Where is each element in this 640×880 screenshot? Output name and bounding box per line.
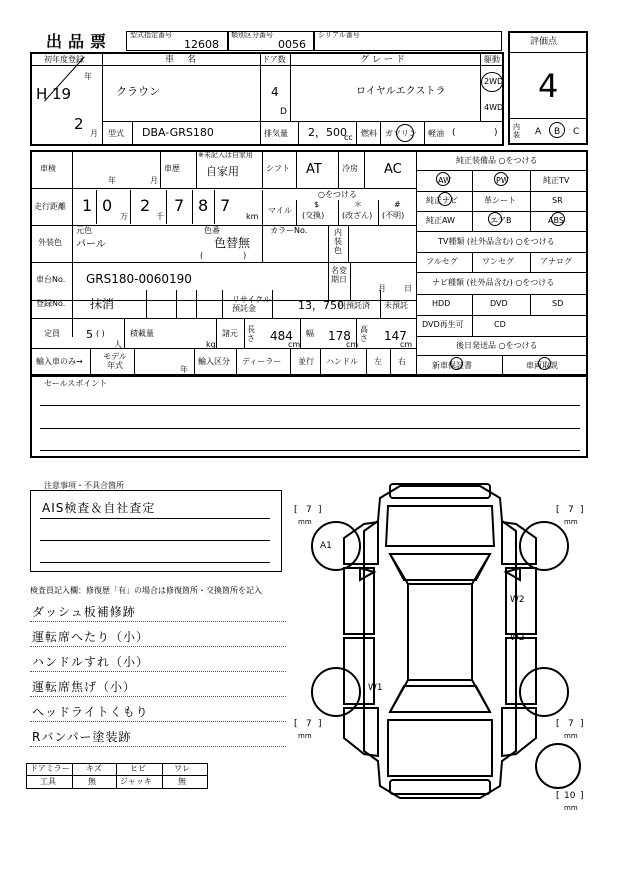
recycle-unit: 円預託済 [338,301,370,310]
size-label: 諸元 [222,329,238,338]
mileage-digit-5: 8 [198,196,209,215]
tools-value: 無 [88,777,96,786]
later-manual: 車両取説 [526,361,558,370]
inspection-label: 車検 [40,164,56,173]
jack-label: ジャッキ [120,777,152,786]
tire-fl-depth: 7 [306,505,312,515]
capacity-unit: 人 [114,340,122,349]
drive-label: 駆動 [484,55,500,64]
tire-rl-bracket-close: ] [318,719,322,729]
navi-cd: CD [494,320,506,329]
recycle-not-deposited: 未預託 [384,301,408,310]
recycle-value: 13，750 [298,299,344,312]
color-no-label: カラーNo. [270,226,308,235]
later-items-title: 後日発送品 ○をつける [456,341,538,350]
note-line-2: 運転席へたり（小） [32,630,150,644]
tools-label: 工具 [40,777,56,786]
vin-label: 車台No. [36,275,66,284]
tv-type-title: TV種類 (社外品含む) ○をつける [438,237,555,246]
fuel-paren-close: ) [494,128,498,138]
sales-point-box [30,376,588,458]
width-label: 幅 [306,329,314,338]
rear-bumper [390,780,490,794]
class-no-label: 類別区分番号 [231,31,273,39]
tools-header-scratch: キズ [86,764,102,773]
ac-label: 冷房 [342,164,358,173]
mileage-digit-6: 7 [220,196,231,215]
damage-mark-w2-lower: W2 [510,633,525,643]
note-line-5: ヘッドライトくもり [32,705,149,719]
equipment-abs: ABS [548,216,564,225]
first-reg-year: 19 [52,85,72,103]
first-reg-month: 2 [74,115,84,133]
mileage-exchange: (交換) [302,211,325,220]
equipment-aw-circle [436,172,450,186]
windshield [390,554,490,580]
handle-right: 右 [398,357,406,366]
recycle-label: リサイクル預託金 [232,295,271,313]
width-value: 178 [328,329,351,343]
equipment-abs-circle [551,212,565,226]
interior-grade-label: 内装 [513,123,520,139]
import-label: 輸入車のみ→ [36,357,83,366]
interior-grade-c: C [573,127,580,137]
class-no-value: 0056 [278,38,306,51]
vin-value: GRS180-0060190 [86,272,192,286]
left-rear-fender [344,708,378,756]
later-warranty: 新車保証書 [432,361,472,370]
mileage-sen-unit: 千 [156,212,164,221]
rear-left-wheel [312,668,360,716]
equipment-pw-circle [494,172,508,186]
mileage-hash: # [394,200,401,209]
height-unit: cm [400,340,413,349]
color-number-label: 色番 [204,226,220,235]
damage-mark-a1: A1 [320,541,332,551]
load-unit: kg [206,340,216,349]
model-year-label: モデル年式 [103,352,127,370]
mileage-label: 走行距離 [34,202,66,211]
right-front-fender [502,522,536,564]
fuel-gasoline-circle [396,124,414,142]
shift-value: AT [306,162,322,177]
rear-window [390,686,490,712]
equipment-airbag-circle [488,212,502,226]
length-label: 長さ [247,325,255,343]
interior-grade-a: A [535,127,542,137]
navi-dvd-playback: DVD再生可 [422,320,464,329]
rating-value: 4 [538,67,559,105]
first-reg-era: H [36,85,48,103]
equipment-airbag: エアB [490,216,512,225]
fuel-label: 燃料 [361,129,377,138]
roof [408,584,472,680]
import-dealer: ディーラー [242,357,282,366]
spare-mm: mm [564,804,578,812]
equipment-aw: AW [438,176,451,185]
equipment-title: 純正装備品 ○をつける [456,156,538,165]
interior-color-label: 内装色 [334,228,342,255]
navi-sd: SD [552,299,564,308]
mileage-dollar: $ [314,200,320,209]
tire-rr-mm: mm [564,732,578,740]
history-value: 自家用 [206,165,239,178]
interior-grade-b-circle [549,122,565,138]
repaint-paren: ( ) [200,251,247,260]
fuel-paren-open: ( [452,128,456,138]
length-value: 484 [270,329,293,343]
spare-depth: 10 [564,791,576,801]
navi-dvd: DVD [490,299,508,308]
note-line-6: Rバンパー塗装跡 [32,730,132,744]
mileage-star: ＊ [354,200,362,209]
inspection-month-unit: 月 [150,176,158,185]
car-damage-diagram [290,476,590,816]
tv-oneseg: ワンセグ [482,257,514,266]
tv-fullseg: フルセグ [426,257,458,266]
jack-value: 無 [178,777,186,786]
registration-value: 抹消 [90,297,115,311]
right-mirror [506,568,520,580]
displacement-value: 2，500 [308,126,347,139]
inspection-year-unit: 年 [108,176,116,185]
mileage-digit-4: 7 [174,196,185,215]
car-name-value: クラウン [116,85,160,98]
later-warranty-circle [450,357,463,370]
name-change-month: 月 [378,284,386,293]
equipment-genuine-aw: 純正AW [426,216,455,225]
tire-rr-bracket-close: ] [580,719,584,729]
model-type-label: 型式 [108,129,124,138]
navi-hdd: HDD [432,299,451,308]
spare-bracket-close: ] [580,791,584,801]
sales-point-label: セールスポイント [44,379,108,388]
height-value: 147 [384,329,407,343]
import-parallel: 並行 [298,357,314,366]
tools-header-break: ワレ [174,764,190,773]
tire-rl-bracket-open: [ [294,719,298,729]
equipment-navi: 純正ナビ [426,196,458,205]
capacity-value: 5 [86,328,93,341]
tire-rr-bracket-open: [ [556,719,560,729]
model-no-label: 型式指定番号 [130,31,172,39]
tire-fr-bracket-open: [ [556,505,560,515]
first-reg-label: 初年度登録 [44,55,84,64]
model-year-unit: 年 [180,365,188,374]
original-color-value: パール [76,239,106,250]
mileage-digit-3: 2 [140,196,151,215]
damage-mark-w2-upper: W2 [510,595,525,605]
equipment-pw: PW [496,176,509,185]
drive-2wd: 2WD [484,77,504,86]
tire-fr-mm: mm [564,518,578,526]
model-no-value: 12608 [184,38,219,51]
right-rear-fender [502,708,536,756]
model-type-value: DBA-GRS180 [142,126,214,139]
hood [386,506,494,546]
car-name-label: 車 名 [165,55,199,65]
tire-fr-depth: 7 [568,505,574,515]
tire-rl-depth: 7 [306,719,312,729]
mileage-digit-1: 1 [82,196,93,215]
tire-fl-bracket-open: [ [294,505,298,515]
first-reg-month-suffix: 月 [90,129,98,138]
trunk [388,720,492,776]
tire-fl-bracket-close: ] [318,505,322,515]
fuel-gasoline: ガソリン [385,129,417,138]
door-type-value: D [280,107,287,117]
interior-grade-b: B [554,127,561,137]
handle-left: 左 [374,357,382,366]
mileage-km-unit: km [246,212,259,221]
grade-value: ロイヤルエクストラ [356,86,446,97]
handle-label: ハンドル [326,357,358,366]
caution-label: 注意事項・不具合箇所 [44,481,124,490]
front-right-wheel [520,522,568,570]
serial-label: シリアル番号 [318,31,360,39]
doors-value: 4 [271,85,279,99]
damage-mark-w1: W1 [368,683,383,693]
tire-rl-mm: mm [298,732,312,740]
note-line-3: ハンドルすれ（小） [32,655,150,669]
mileage-man-unit: 万 [120,212,128,221]
tire-rr-depth: 7 [568,719,574,729]
load-label: 積載量 [130,329,154,338]
width-unit: cm [346,340,359,349]
grade-label: グレード [360,55,409,65]
left-front-fender [344,522,378,564]
spare-bracket-open: [ [556,791,560,801]
caution-text: AIS検査＆自社査定 [42,501,156,515]
history-note: ※未記入は自家用 [198,151,253,159]
length-unit: cm [288,340,301,349]
equipment-navi-circle [438,192,452,206]
capacity-paren: ( ) [96,329,105,338]
first-reg-year-suffix: 年 [84,72,92,81]
inspector-label: 検査員記入欄：修復歴「有」の場合は修復箇所・交換箇所を記入 [30,586,262,595]
equipment-tv: 純正TV [543,176,570,185]
shift-label: シフト [266,164,290,173]
mileage-mile: マイル [268,206,292,215]
original-color-label: 元色 [76,226,92,235]
exterior-color-label: 外装色 [38,238,62,247]
rear-right-wheel [520,668,568,716]
repaint-value: 色替無 [214,236,251,250]
capacity-label: 定員 [44,329,60,338]
spare-wheel [536,744,580,788]
drive-4wd: 4WD [484,103,504,112]
mileage-unknown: (不明) [382,211,405,220]
mileage-tamper: (改ざん) [342,211,373,220]
mileage-digit-2: 0 [102,196,113,215]
ac-value: AC [384,162,402,177]
displacement-label: 排気量 [264,129,288,138]
registration-label: 登録No. [36,299,66,308]
navi-type-title: ナビ種類 (社外品含む) ○をつける [432,278,555,287]
name-change-day: 日 [404,284,412,293]
mileage-circle-note: ○をつける [318,190,357,199]
drive-2wd-circle [481,72,503,92]
height-label: 高さ [360,325,368,343]
note-line-1: ダッシュ板補修跡 [32,605,136,619]
rating-label: 評価点 [530,37,558,47]
displacement-unit: cc [344,133,353,142]
history-label: 車歴 [164,164,180,173]
tools-header-mirror: ドアミラー [30,764,70,773]
later-manual-circle [538,357,551,370]
import-type-label: 輸入区分 [198,357,230,366]
doors-label: ドア数 [262,55,286,64]
tire-fr-bracket-close: ] [580,505,584,515]
equipment-leather: 革シート [484,196,516,205]
tv-analog: アナログ [540,257,572,266]
left-mirror [360,568,374,580]
equipment-sr: SR [552,196,563,205]
name-change-label: 名変期日 [331,266,347,284]
sheet-title: 出品票 [46,32,113,51]
tools-header-crack: ヒビ [130,764,146,773]
fuel-diesel: 軽油 [428,129,444,138]
note-line-4: 運転席焦げ（小） [32,680,137,694]
tire-fl-mm: mm [298,518,312,526]
